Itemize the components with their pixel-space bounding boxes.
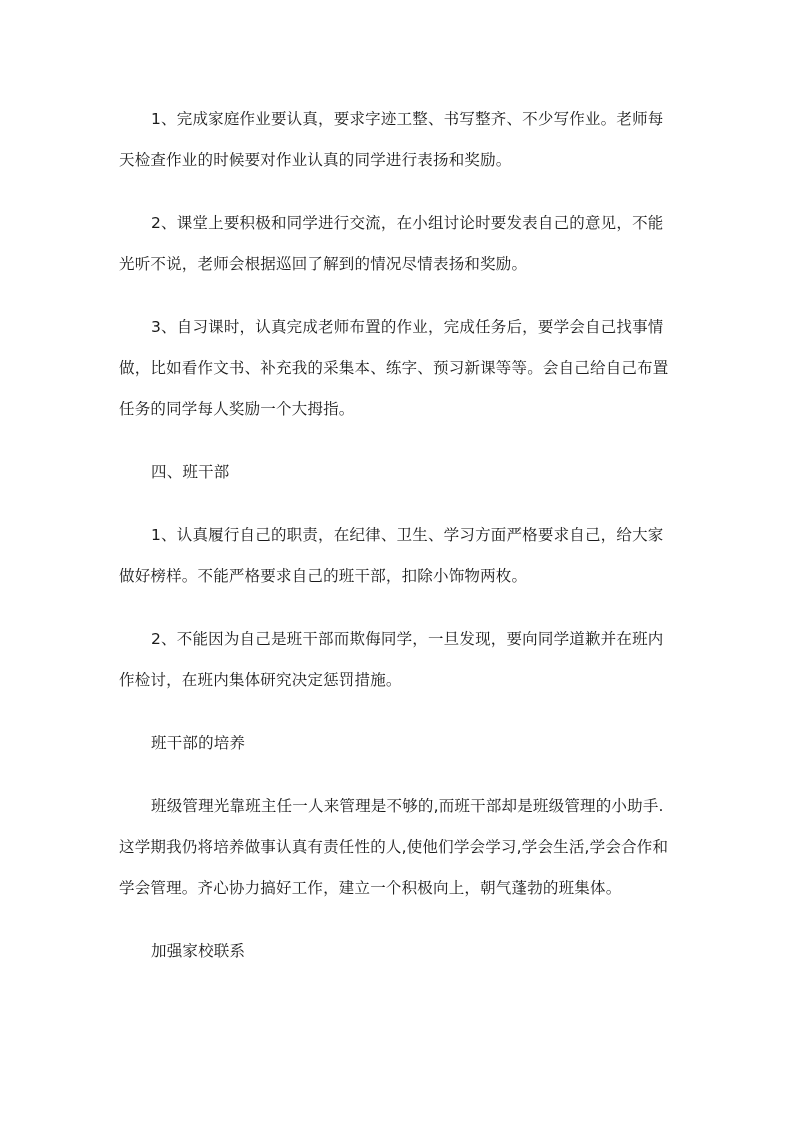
section-heading-class-cadres: 四、班干部	[151, 463, 230, 481]
paragraph-cadre-conduct: 2、不能因为自己是班干部而欺侮同学，一旦发现，要向同学道歉并在班内作检讨，在班内集体研究决定惩罚措施。	[119, 630, 664, 689]
document-body	[119, 99, 676, 994]
paragraph-homework-rule: 1、完成家庭作业要认真，要求字迹工整、书写整齐、不少写作业。老师每天检查作业的时候要对作业认真的同学进行表扬和奖励。	[119, 110, 664, 169]
section-heading-cadre-training: 班干部的培养	[151, 734, 246, 752]
paragraph-self-study-rule: 3、自习课时，认真完成老师布置的作业，完成任务后，要学会自己找事情做，比如看作文书、补充我的采集本、练字、预习新课等等。会自己给自己布置任务的同学每人奖励一个大拇指。	[119, 318, 669, 418]
paragraph-classroom-rule: 2、课堂上要积极和同学进行交流，在小组讨论时要发表自己的意见，不能光听不说，老师会根据巡回了解到的情况尽情表扬和奖励。	[119, 214, 664, 273]
paragraph-cadre-duty: 1、认真履行自己的职责，在纪律、卫生、学习方面严格要求自己，给大家做好榜样。不能严格要求自己的班干部，扣除小饰物两枚。	[119, 526, 664, 585]
paragraph-cadre-training: 班级管理光靠班主任一人来管理是不够的,而班干部却是班级管理的小助手.这学期我仍将培养做事认真有责任性的人,使他们学会学习,学会生活,学会合作和学会管理。齐心协力搞好工作，建立一个积极向上，朝气蓬勃的班集体。	[119, 797, 669, 897]
section-heading-home-school: 加强家校联系	[151, 942, 246, 960]
